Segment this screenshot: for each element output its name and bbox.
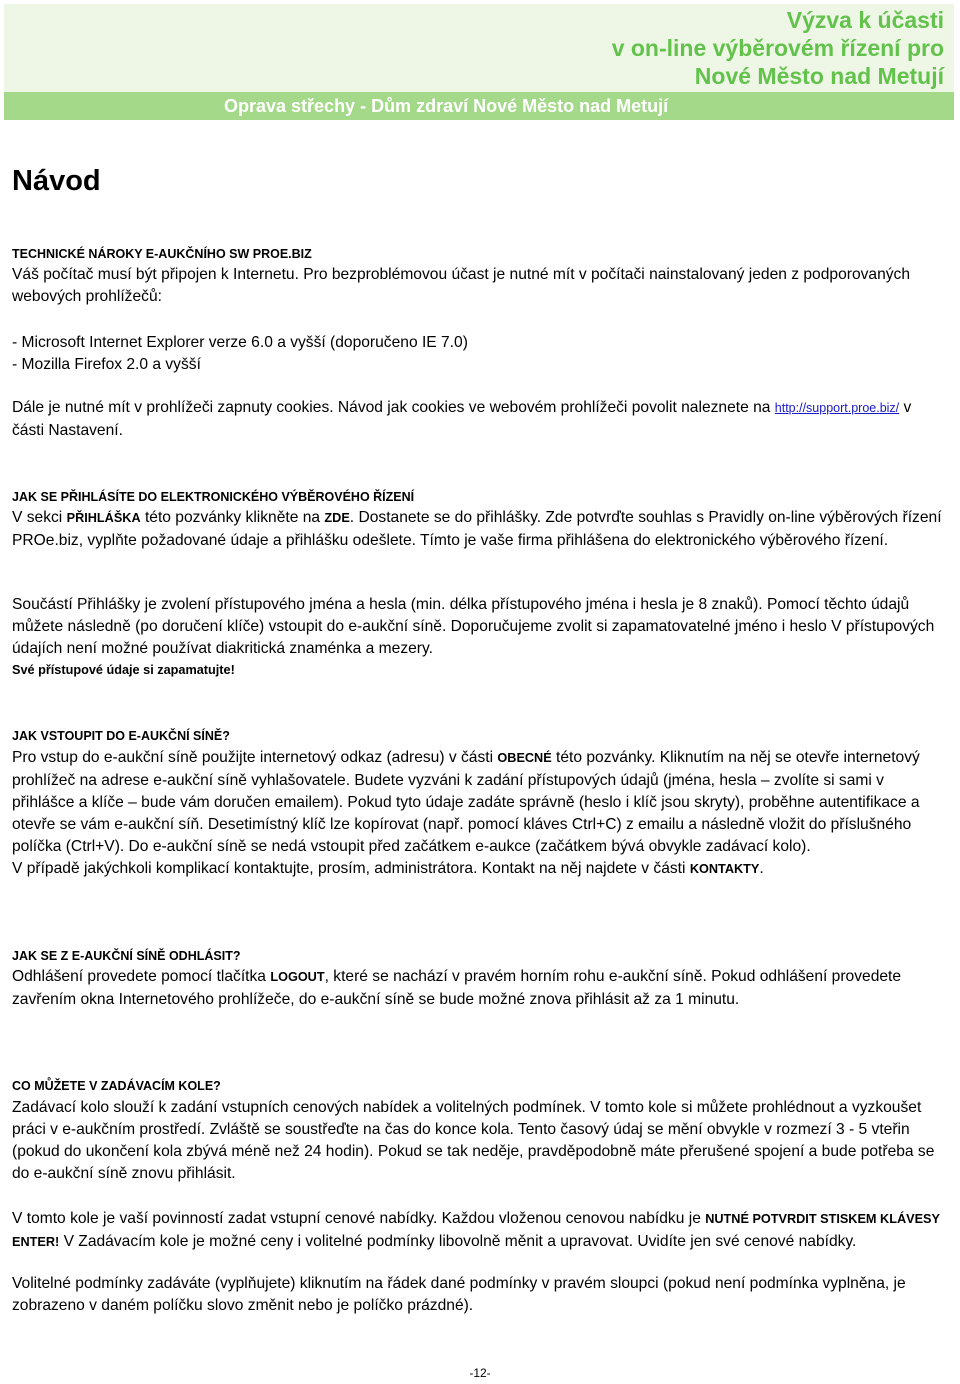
enter-text-4: . (759, 859, 764, 877)
browser-firefox: - Mozilla Firefox 2.0 a vyšší (12, 356, 201, 373)
logout-paragraph (12, 966, 947, 1011)
login-text-2: této pozvánky klikněte na (144, 509, 321, 526)
keyword-enter: NUTNÉ POTVRDIT STISKEM KLÁVESY ENTER! (12, 1212, 940, 1249)
title-line-1: Výzva k účasti (786, 7, 944, 33)
keyword-obecne: OBECNÉ (497, 751, 552, 765)
browser-ie: - Microsoft Internet Explorer verze 6.0 a vyšší (doporučeno IE 7.0) (12, 334, 468, 351)
round-paragraph-1: Zadávací kolo slouží k zadání vstupních cenových nabídek a volitelných podmínek. V tomto kole si můžete prohlédnout a vyzkoušet práci v e-aukčním prostředí. Zvláště se soustřeďte na čas do konce kola. Tento časový údaj se mění obvykle v rozmezí 3 - 5 vteřin (pokud do ukončení kola zbývá méně než 24 hodin). Pokud se tak neděje, pravděpodobně máte přerušené spojení a bude potřeba se do e-aukční síně znovu přihlásit. (12, 1099, 935, 1182)
logout-caption: JAK SE Z E-AUKČNÍ SÍNĚ ODHLÁSIT? (12, 949, 241, 963)
title-line-3: Nové Město nad Metují (694, 63, 944, 89)
tech-paragraph: Váš počítač musí být připojen k Internetu. Pro bezproblémovou účast je nutné mít v počítači nainstalovaný jeden z podporovaných webových prohlížečů: (12, 266, 911, 305)
enter-caption: JAK VSTOUPIT DO E-AUKČNÍ SÍNĚ? (12, 729, 230, 743)
keyword-zde: ZDE (324, 511, 350, 525)
enter-text-1: Pro vstup do e-aukční síně použijte internetový odkaz (adresu) v části (12, 749, 494, 766)
keyword-kontakty: KONTAKTY (689, 861, 760, 876)
title-line-2: v on-line výběrovém řízení pro (611, 35, 944, 61)
page-number: -12- (469, 1366, 491, 1380)
enter-text-2: této pozvánky. Kliknutím na něj se otevře internetový prohlížeč na adrese e-aukční síně vyhlašovatele. Budete vyzváni k zadání přístupových údajů (jména, hesla – zvolíte si sami v přihlášce a klíče – bude vám doručen emailem). Pokud tyto údaje zadáte správně (heslo i klíč jsou skryty), proběhne autentifikace a otevře se vám e-aukční síň. Desetimístný klíč lze kopírovat (např. pomocí kláves Ctrl+C) z emailu a následně vložit do příslušného políčka (Ctrl+V). Do e-aukční síně se nedá vstoupit před začátkem e-aukce (začátkem bývá obvykle zadávací kolo). (12, 749, 920, 855)
round-text-1: V tomto kole je vaší povinností zadat vstupní cenové nabídky. Každou vloženou cenovou nabídku je (12, 1210, 701, 1227)
enter-paragraph (12, 747, 947, 880)
login-text-1: V sekci (12, 509, 63, 526)
credentials-paragraph: Součástí Přihlášky je zvolení přístupového jména a hesla (min. délka přístupového jména i hesla je 8 znaků). Pomocí těchto údajů můžete následně (po doručení klíče) vstoupit do e-aukční síně. Doporučujeme zvolit si zapamatovatelné jméno i heslo V přístupových údajích není možné používat diakritická znaménka a mezery. (12, 596, 935, 657)
subtitle-strip (4, 92, 954, 120)
cookies-tail: v části Nastavení. (12, 399, 912, 439)
keyword-prihlaska: PŘIHLÁŠKA (66, 511, 141, 525)
logout-text-1: Odhlášení provedete pomocí tlačítka (12, 968, 266, 985)
round-paragraph-2 (12, 1208, 947, 1254)
subtitle: Oprava střechy - Dům zdraví Nové Město nad Metují (224, 96, 669, 116)
login-paragraph (12, 507, 947, 552)
remember-note: Své přístupové údaje si zapamatujte! (12, 663, 235, 677)
page-title: Návod (12, 165, 101, 197)
keyword-logout: LOGOUT (270, 970, 325, 984)
header-banner (4, 4, 954, 120)
login-text-3: . Dostanete se do přihlášky. Zde potvrďte souhlas s Pravidly on-line výběrových řízení PROe.biz, vyplňte požadované údaje a přihlášku odešlete. Tímto je vaše firma přihlášena do elektronického výběrového řízení. (12, 509, 942, 549)
support-link[interactable]: http://support.proe.biz/ (774, 401, 900, 415)
round-text-2: V Zadávacím kole je možné ceny i volitelné podmínky libovolně měnit a upravovat. Uvidíte jen své cenové nabídky. (63, 1232, 857, 1250)
login-caption: JAK SE PŘIHLÁSÍTE DO ELEKTRONICKÉHO VÝBĚROVÉHO ŘÍZENÍ (12, 490, 415, 504)
tech-caption: TECHNICKÉ NÁROKY E-AUKČNÍHO SW PROE.BIZ (12, 247, 312, 261)
logout-text-2: , které se nachází v pravém horním rohu e-aukční síně. Pokud odhlášení provedete zavřením okna Internetového prohlížeče, do e-aukční síně se bude možné znova přihlásit až za 1 minutu. (12, 968, 902, 1008)
cookies-paragraph (12, 397, 947, 442)
cookies-text: Dále je nutné mít v prohlížeči zapnuty cookies. Návod jak cookies ve webovém prohlížeči povolit naleznete na (12, 399, 771, 416)
enter-text-3: V případě jakýchkoli komplikací kontaktujte, prosím, administrátora. Kontakt na něj najdete v části (12, 859, 686, 877)
round-paragraph-3: Volitelné podmínky zadáváte (vyplňujete) kliknutím na řádek dané podmínky v pravém sloupci (pokud není podmínka vyplněna, je zobrazeno v daném políčku slovo změnit nebo je políčko prázdné). (12, 1275, 906, 1314)
round-caption: CO MŮŽETE V ZADÁVACÍM KOLE? (12, 1079, 221, 1093)
